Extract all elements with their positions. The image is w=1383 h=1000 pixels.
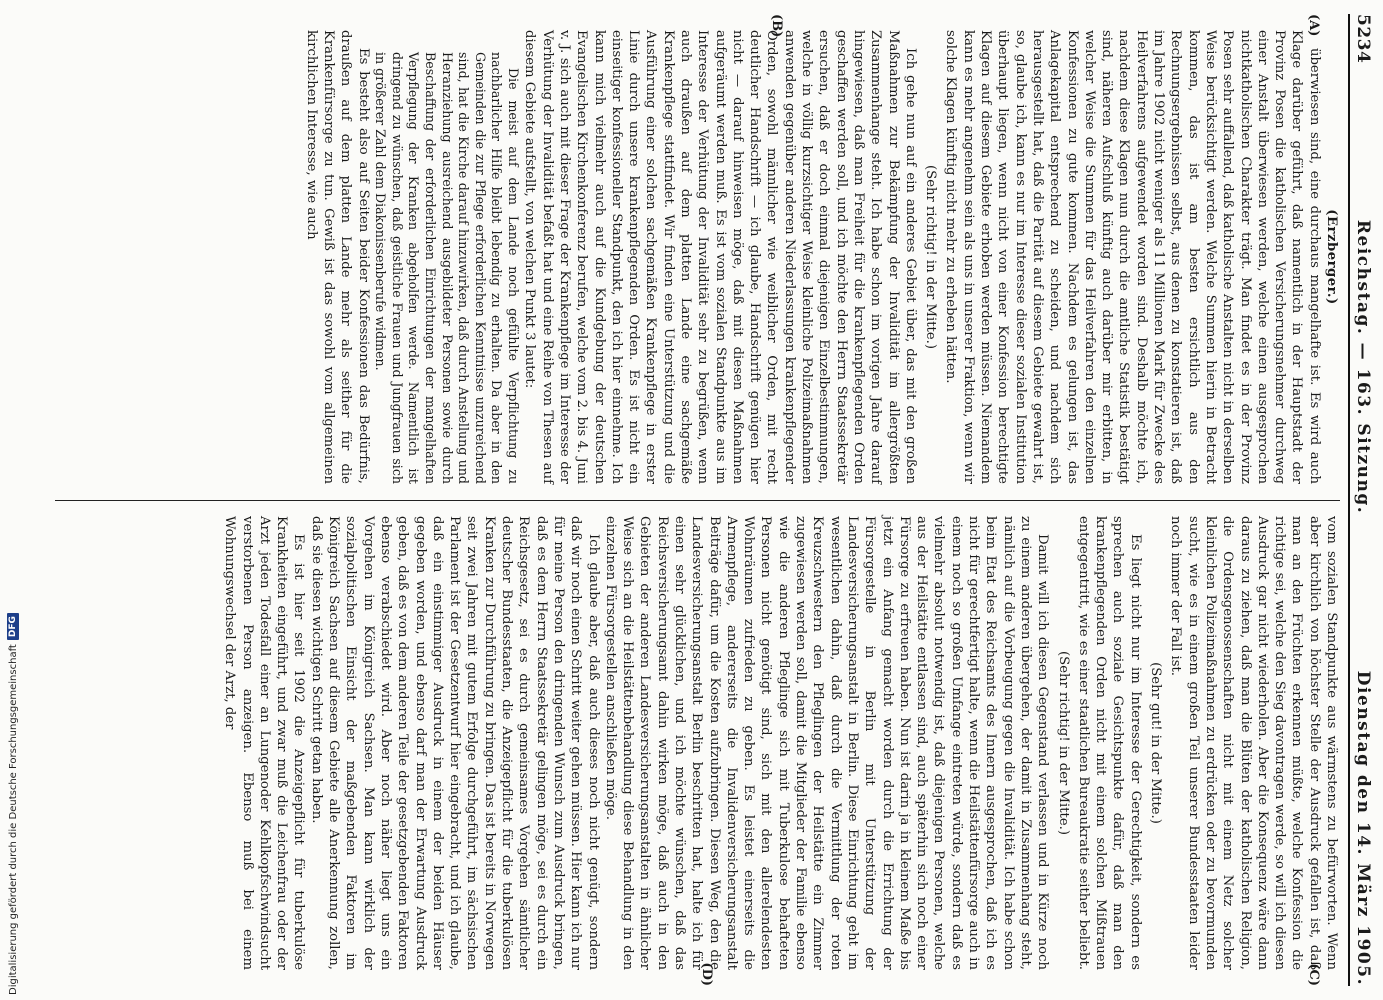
dfg-logo-icon: DFG [7, 613, 19, 640]
digitization-credit [6, 565, 20, 995]
paragraph: Es ist hier seit 1902 die Anzeigepflicht für tuberkulöse Krankheiten eingeführt, und zwar muß die Leichenfrau oder der Arzt jeden Todesfall einer an Lungenoder Kehlkopfschwindsucht verstorbenen Person anzeigen. Ebenso muß bei einem Wohnungswechsel der Arzt, der [222, 516, 307, 970]
margin-letter-d: (D) [699, 962, 714, 986]
session-title: Reichstag. — 163. Sitzung. [1353, 219, 1373, 515]
right-column [55, 500, 1340, 986]
paragraph: Damit will ich diesen Gegenstand verlassen und in Kürze noch zu einem anderen übergehen, der damit in Zusammenhang steht, nämlich auf die Vorbeugung gegen die Invalidität. Ich habe schon beim Etat des Reichsamts des Innern ausgesprochen, daß ich es nicht für gerechtfertigt halte, wenn die Heilstättenfürsorge auch in einem noch so großen Umfange eintreten würde, sondern daß es vielmehr absolut notwendig ist, daß diejenigen Personen, welche aus der Heilstätte entlassen sind, auch späterhin sich noch einer Fürsorge zu erfreuen haben. Nun ist darin ja in kleinem Maße bis jetzt ein Anfang gemacht worden durch die Errichtung der Fürsorgestelle in Berlin mit Unterstützung der Landesversicherungsanstalt in Berlin. Diese Einrichtung geht im wesentlichen dahin, daß durch die Vermittlung der roten Kreuzschwestern den Pfleglingen der Heilstätte ein Zimmer zugewiesen werden soll, damit die Mitglieder der Familie ebenso wie die anderen Pfleglinge sich mit Tuberkulose behafteten Personen nicht genötigt sind, sich mit den allerelendesten Wohnräumen zufrieden zu geben. Es leistet einerseits die Armenpflege, andererseits die Invalidenversicherungsanstalt Beiträge dafür, um die Kosten aufzubringen. Diesen Weg, den die Landesversicherungsanstalt Berlin beschritten hat, halte ich für einen sehr glücklichen, und ich möchte wünschen, daß das Reichsversicherungsamt dahin wirken möge, daß auch in den Gebieten der anderen Landesversicherungsanstalten in ähnlicher Weise sich an die Heilstättenbehandlung diese Behandlung in den einzelnen Fürsorgestellen anschließen möge. [602, 516, 1051, 970]
paragraph: Es liegt nicht nur im Interesse der Gerechtigkeit, sondern es sprechen auch soziale Gesichtspunkte dafür, daß man den krankenpflegenden Orden nicht mit einem solchen Mißtrauen entgegentritt, wie es einer staatlichen Bureaukratie seither beliebt. [1075, 516, 1143, 970]
paragraph: Ich gehe nun auf ein anderes Gebiet über, das mit den großen Maßnahmen zur Bekämpfung der Invalidität im allergrößten Zusammenhange steht. Ich habe schon im vorigen Jahre darauf hingewiesen, daß man Freiheit für die krankenpflegenden Orden geschaffen werden soll, und ich möchte den Herrn Staatssekretär ersuchen, daß er doch einmal diejenigen Einzelbestimmungen, welche in völlig kurzsichtiger Weise kleinliche Polizeimaßnahmen anwenden gegenüber anderen Niederlassungen krankenpflegender Orden, sowohl männlicher wie weiblicher Orden, mit recht deutlicher Handschrift — ich glaube, Handschrift genügen hier nicht — darauf hinweisen möge, daß mit diesen Maßnahmen aufgeräumt werden muß. Es ist vom sozialen Standpunkte aus im Interesse der Verhütung der Invalidität sehr zu begrüßen, wenn auch draußen auf dem platten Lande eine sachgemäße Krankenpflege stattfindet. Wir finden eine Unterstützung und die Ausführung einer solchen sachgemäßen Krankenpflege in erster Linie durch unsere krankenpflegenden Orden. Es ist nicht ein einseitiger konfessioneller Standpunkt, den ich hier einnehme. Ich kann mich vielmehr auch auf die Kundgebung der deutschen Evangelischen Kirchenkonferenz berufen, welche vom 2. bis 4. Juni v. J. sich auch mit dieser Frage der Krankenpflege im Interesse der Verhütung der Invalidität befaßt hat und eine Reihe von Thesen auf diesem Gebiete aufstellt, von welchen Punkt 3 lautet: [522, 30, 918, 484]
interjection: (Sehr richtig! in der Mitte.) [923, 165, 939, 349]
page-number: 5234 [1353, 14, 1373, 64]
margin-letter-c: (C) [1306, 963, 1321, 986]
speaker-name: (Erzberger.) [1324, 209, 1339, 305]
left-column [55, 14, 1340, 500]
block-quote: Die meist auf dem Lande noch gefühlte Verpflichtung zu nachbarlicher Hilfe bleibt lebendig zu erhalten. Da aber in den Gemeinden die zur Pflege erforderlichen Kenntnisse unzureichend sind, hat die Kirche darauf hinzuwirken, daß durch Anstellung und Heranziehung ausreichend ausgebildeter Personen sowie durch Beschaffung der erforderlichen Einrichtungen der mangelhaften Verpflegung der Kranken abgeholfen werde. Namentlich ist dringend zu wünschen, daß geistliche Frauen und Jungfrauen sich in größerer Zahl dem Diakonissenberufe widmen. [373, 52, 522, 484]
interjection: (Sehr gut! in der Mitte.) [1148, 662, 1164, 824]
paragraph: vom sozialen Standpunkte aus wärmstens zu befürworten. Wenn aber kirchlich von höchster Stelle der Ausdruck gefallen ist, daß man an den Früchten erkennen müßte, welche Konfession die richtige sei, welche den Sieg davontragen werde, so will ich diesen Ausdruck gar nicht wiederholen. Aber die Konsequenz wäre dann daraus zu ziehen, daß man die Blüten der katholischen Religion, die Ordensgenossenschaften nicht mit einem Netz solcher kleinlichen Polizeimaßnahmen zu erdrücken oder zu bevormunden sucht, wie es in einem großen Teil unserer Bundesstaaten leider noch immer der Fall ist. [1168, 516, 1339, 970]
session-date: Dienstag den 14. März 1905. [1353, 670, 1373, 986]
credit-text: Digitalisierung gefördert durch die Deutsche Forschungsgemeinschaft [7, 644, 19, 995]
paragraph: Ich glaube aber, daß auch dieses noch nicht genügt, sondern daß wir noch einen Schritt weiter gehen müssen. Hier kann ich nur für meine Person den dringenden Wunsch zum Ausdruck bringen, daß es dem Herrn Staatssekretär gelingen möge, sei es durch ein Reichsgesetz, sei es durch gemeinsames Vorgehen sämtlicher deutscher Bundesstaaten, die Anzeigepflicht für die tuberkulösen Kranken zur Durchführung zu bringen. Das ist bereits in Norwegen seit zwei Jahren mit gutem Erfolge durchgeführt, im sächsischen Parlament ist der Gesetzentwurf hier eingebracht, und ich glaube, daß ein einstimmiger Ausdruck in einem der beiden Häuser gegeben worden, und ebenso darf man der Erwartung Ausdruck geben, daß es von dem anderen Teile der gesetzgebenden Faktoren ebenso verabschiedet wird. Aber noch näher liegt uns ein Vorgehen im Königreich Sachsen. Man kann wirklich der sozialpolitischen Einsicht der maßgebenden Faktoren im Königreich Sachsen auf diesem Gebiete alle Anerkennung zollen, daß sie diesen wichtigen Schritt getan haben. [308, 516, 601, 970]
text-columns [55, 14, 1340, 986]
running-head [1348, 14, 1373, 986]
rotated-document-page [40, 0, 1383, 1000]
paragraph: überwiesen sind, eine durchaus mangelhafte ist. Es wird auch Klage darüber geführt, daß namentlich in der Hauptstadt der Provinz Posen die katholischen Versicherungsnehmer durchweg einer Anstalt überwiesen werden, welche einen ausgesprochen nichtkatholischen Charakter trägt. Man findet es in der Provinz Posen sehr auffallend, daß katholische Anstalten nicht in derselben Weise berücksichtigt werden. Welche Summen hierin in Betracht kommen, das ist am besten ersichtlich aus den Rechnungsergebnissen selbst, aus denen zu konstatieren ist, daß im Jahre 1902 nicht weniger als 11 Millionen Mark für Zwecke des Heilverfahrens aufgewendet worden sind. Deshalb möchte ich, nachdem diese Klagen nun durch die amtliche Statistik bestätigt sind, näheren Aufschluß künftig auch darüber mir erbitten, in welcher Weise die Summen für das Heilverfahren den einzelnen Konfessionen zu gute kommen. Nachdem es gelungen ist, das Anlagekapital entsprechend zu scheiden, und nachdem sich herausgestellt hat, daß die Parität auf diesem Gebiete gewahrt ist, so, glaube ich, kann es nur im Interesse dieser sozialen Institution überhaupt liegen, wenn nicht von einer Konfession berechtigte Klagen auf diesem Gebiete erhoben werden müssen. Niemandem kann es mehr angenehm sein als uns in unserer Fraktion, wenn wir solche Klagen künftig nicht mehr zu erheben hätten. [943, 30, 1322, 484]
paragraph: Es besteht also auf Seiten beider Konfessionen das Bedürfnis, draußen auf dem platten Lande mehr als seither für die Krankenfürsorge zu tun. Gewiß ist das sowohl vom allgemeinen kirchlichen Interesse, wie auch [303, 30, 371, 484]
interjection: (Sehr richtig! in der Mitte.) [1055, 651, 1071, 835]
margin-letter-b: (B) [769, 14, 784, 38]
margin-letter-a: (A) [1306, 14, 1321, 37]
